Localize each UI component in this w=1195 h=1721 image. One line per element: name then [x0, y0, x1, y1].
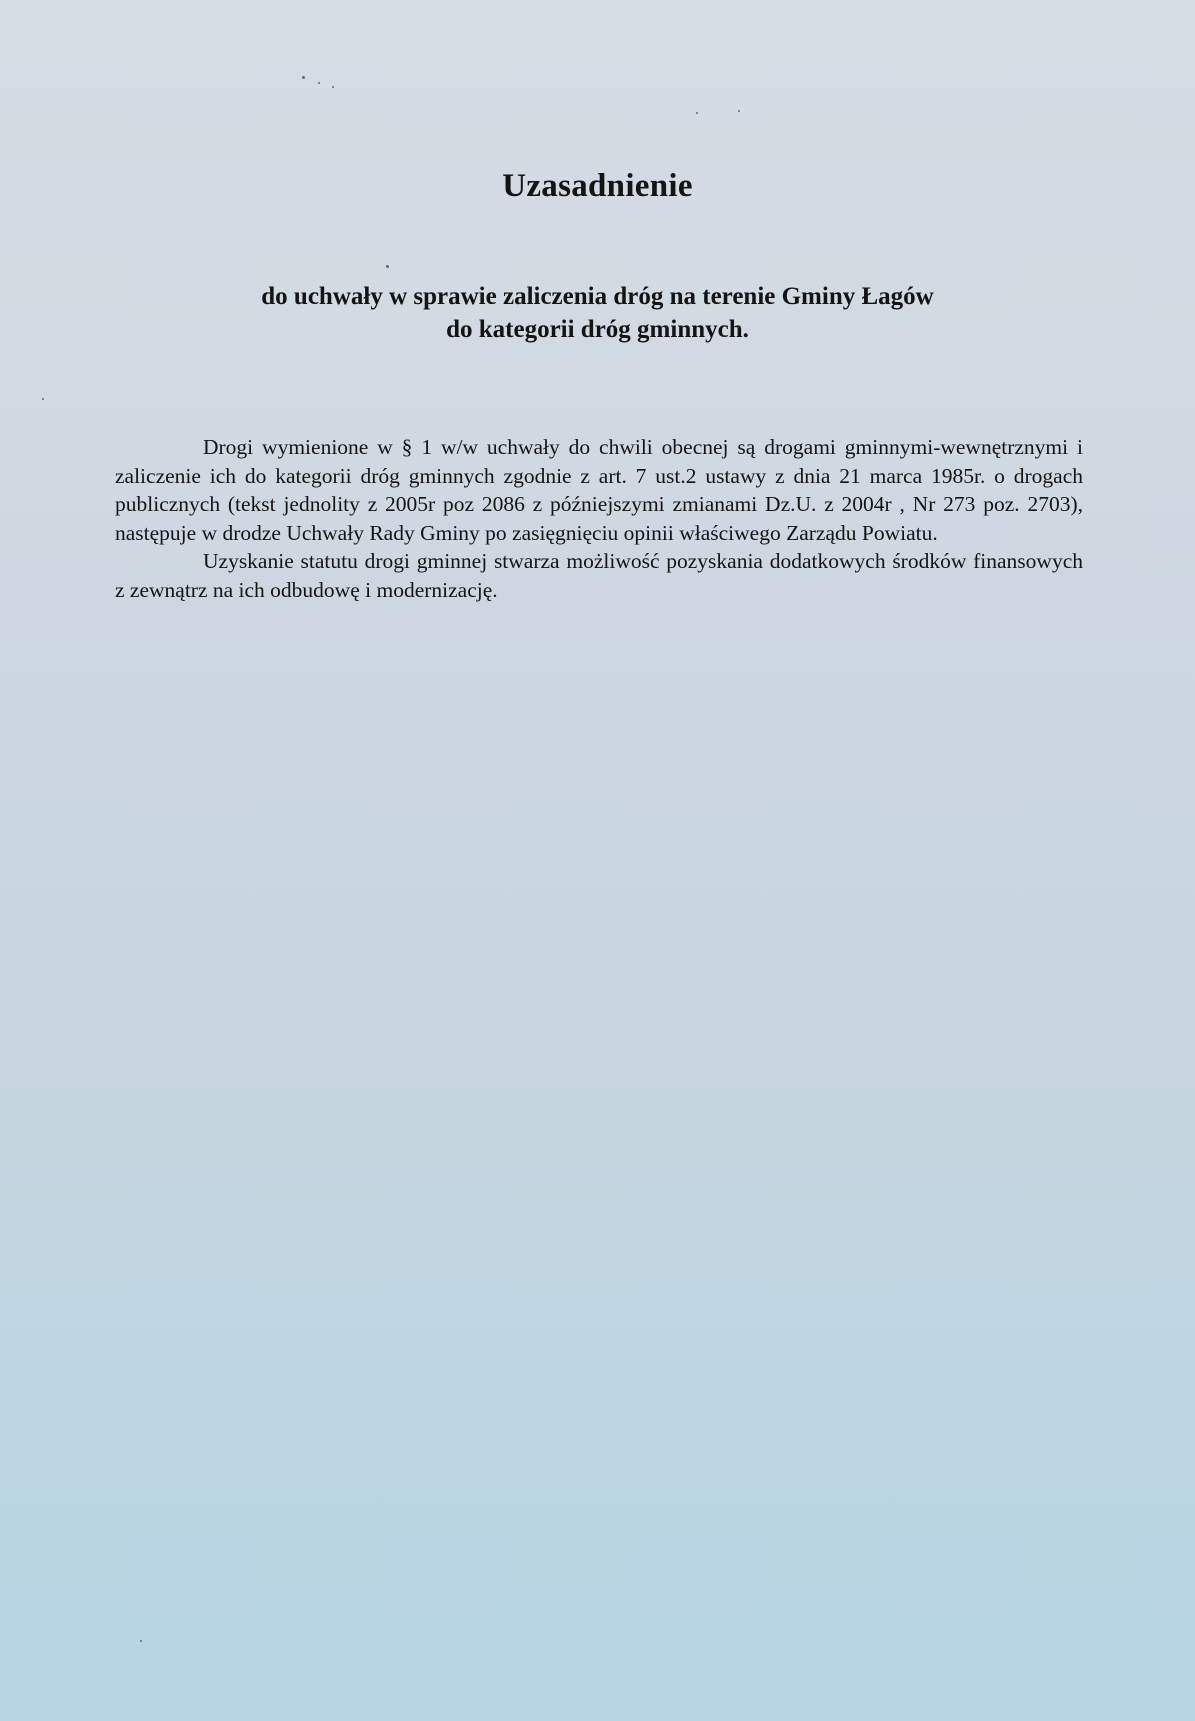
document-body: [115, 433, 1083, 604]
subtitle-line-1: do uchwały w sprawie zaliczenia dróg na terenie Gminy Łagów: [261, 283, 934, 310]
body-paragraph-2: Uzyskanie statutu drogi gminnej stwarza możliwość pozyskania dodatkowych środków finansowych z zewnątrz na ich odbudowę i modernizację.: [115, 549, 1083, 602]
scan-speck: [302, 76, 305, 79]
scan-speck: [140, 1640, 142, 1642]
scan-speck: [738, 110, 740, 112]
body-paragraph-1: Drogi wymienione w § 1 w/w uchwały do chwili obecnej są drogami gminnymi-wewnętrznymi i zaliczenie ich do kategorii dróg gminnych zgodnie z art. 7 ust.2 ustawy z dnia 21 marca 1985r. o drogach publicznych (tekst jednolity z 2005r poz 2086 z późniejszymi zmianami Dz.U. z 2004r , Nr 273 poz. 2703), następuje w drodze Uchwały Rady Gminy po zasięgnięciu opinii właściwego Zarządu Powiatu.: [115, 435, 1083, 545]
scan-speck: [386, 265, 389, 268]
document-title: Uzasadnienie: [502, 168, 693, 204]
scan-speck: [42, 398, 44, 400]
document-subtitle: [150, 280, 1045, 346]
scan-speck: [332, 86, 334, 88]
scan-speck: [318, 82, 320, 84]
scan-speck: [696, 112, 698, 114]
subtitle-line-2: do kategorii dróg gminnych.: [446, 316, 749, 343]
